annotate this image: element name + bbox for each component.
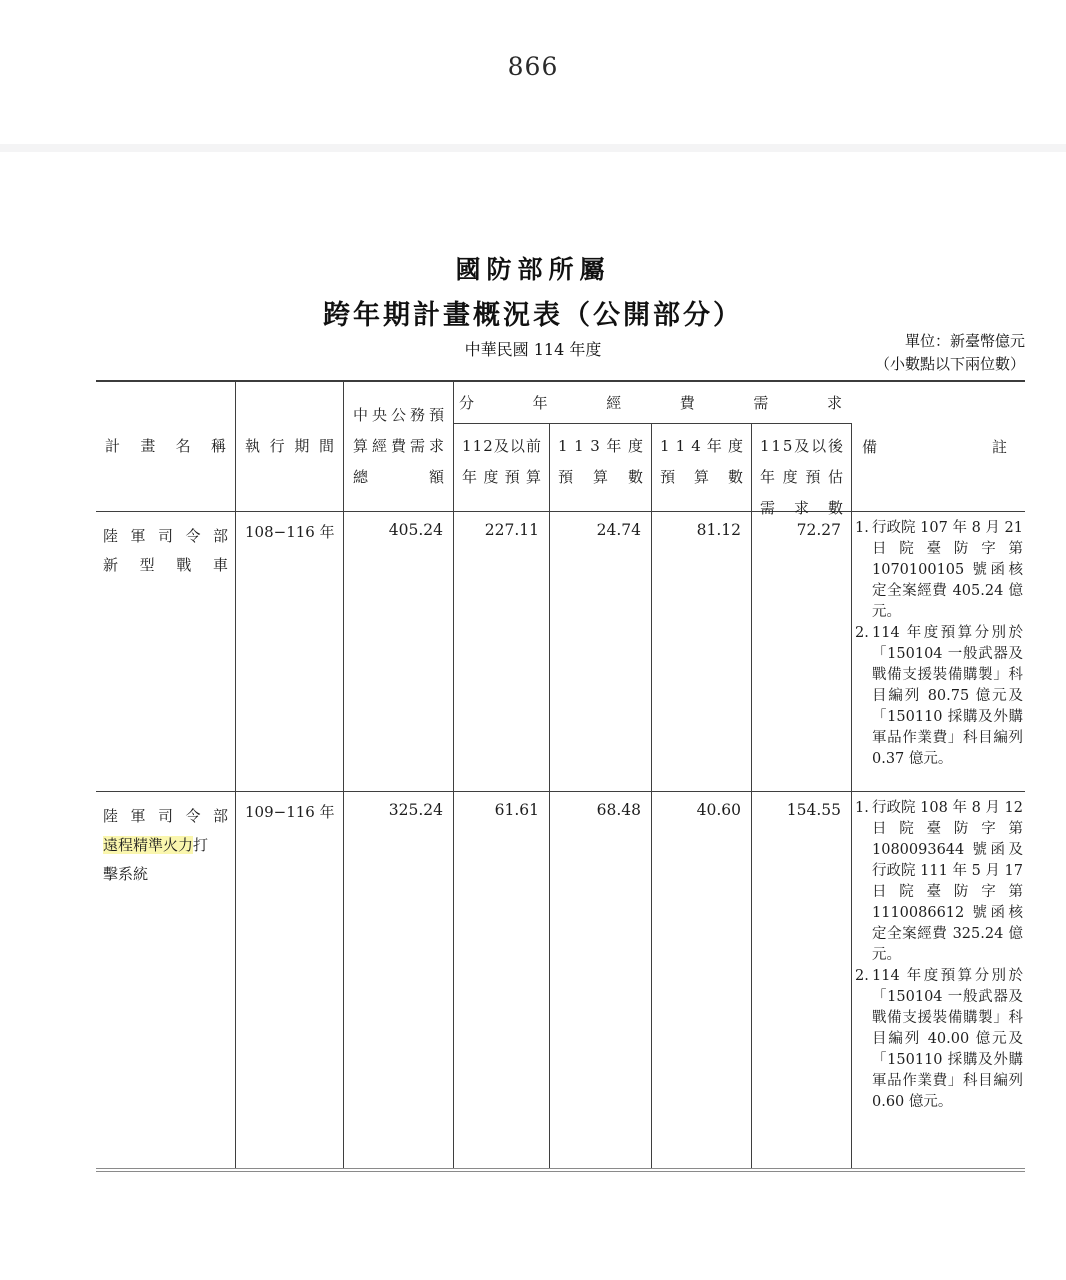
header-annual-funding-label: 分 年 經 費 需 求 — [459, 394, 842, 412]
viewer-separator-band — [0, 144, 1066, 152]
text-line: 總 額 — [353, 468, 444, 486]
header-112-and-before — [454, 424, 550, 512]
remark-item — [855, 966, 1023, 1113]
text-line: 需 求 數 — [760, 499, 843, 517]
text-line: 陸 軍 司 令 部 — [103, 527, 228, 545]
row2-project-name-lines — [103, 802, 228, 889]
text-line: 遠程精準火力打 — [103, 836, 209, 854]
remark-item — [855, 623, 1023, 770]
row1-total: 405.24 — [344, 512, 454, 792]
row2-period: 109−116 年 — [236, 792, 344, 1168]
row1-115-value: 72.27 — [752, 512, 852, 792]
header-execution-period — [236, 382, 344, 512]
title-line-1: 國防部所屬 — [455, 255, 611, 284]
row2-114-value: 40.60 — [652, 792, 752, 1168]
text-line: 年 度 預 估 — [760, 468, 843, 486]
row1-period: 108−116 年 — [236, 512, 344, 792]
row1-112-value: 227.11 — [454, 512, 550, 792]
header-113-budget — [550, 424, 652, 512]
remark-number: 1. — [855, 800, 869, 816]
text-line: 預 算 數 — [558, 468, 643, 486]
unit-note-line-2: （小數點以下兩位數） — [874, 355, 1025, 373]
row1-114-value: 81.12 — [652, 512, 752, 792]
title-line-2: 跨年期計畫概況表（公開部分） — [323, 300, 743, 331]
remark-item — [855, 518, 1023, 623]
header-execution-period-label: 執 行 期 間 — [245, 437, 334, 455]
remark-number: 2. — [855, 968, 869, 984]
unit-note — [795, 330, 1025, 376]
header-115-label — [760, 431, 843, 524]
header-total-budget-label — [353, 400, 444, 493]
header-113-label — [558, 431, 643, 493]
row2-total: 325.24 — [344, 792, 454, 1168]
budget-table — [96, 380, 1025, 1172]
header-115-and-after — [752, 424, 852, 517]
document-title — [0, 250, 1066, 332]
text-line: 算 經 費 需 求 — [353, 437, 444, 455]
row1-project-name-lines — [103, 522, 228, 580]
page-number: 866 — [507, 52, 559, 81]
header-remarks — [852, 382, 1025, 512]
header-114-budget — [652, 424, 752, 512]
text-line: 1 1 2 及 以 前 — [462, 437, 541, 455]
text-line: 1 1 3 年 度 — [558, 437, 643, 455]
remark-number: 2. — [855, 625, 869, 641]
text-line: 1 1 4 年 度 — [660, 437, 743, 455]
header-project-name-label: 計 畫 名 稱 — [105, 437, 226, 455]
row2-project-name — [96, 792, 236, 1168]
row2-112-value: 61.61 — [454, 792, 550, 1168]
text-line: 1 1 5 及 以 後 — [760, 437, 843, 455]
remark-text: 114 年度預算分別於「150104 一般武器及戰備支援裝備購製」科目編列 80.75 億元及「150110 採購及外購軍品作業費」科目編列 0.37 億元。 — [872, 625, 1023, 767]
header-project-name — [96, 382, 236, 512]
remark-text: 行政院 107 年 8 月 21 日院臺防字第 1070100105 號函核定全案經費 405.24 億元。 — [872, 520, 1023, 620]
unit-note-line-1: 單位：新臺幣億元 — [904, 332, 1025, 350]
row2-115-value: 154.55 — [752, 792, 852, 1168]
fiscal-year-subtitle: 中華民國 114 年度 — [464, 340, 602, 359]
header-annual-funding-span — [454, 382, 852, 424]
text-line: 陸 軍 司 令 部 — [103, 807, 228, 825]
row1-113-value: 24.74 — [550, 512, 652, 792]
row1-remarks — [852, 512, 1025, 792]
remark-item — [855, 798, 1023, 966]
remark-number: 1. — [855, 520, 869, 536]
text-line: 新 型 戰 車 — [103, 556, 228, 574]
highlighted-text: 遠程精準火力 — [103, 836, 194, 854]
header-total-budget — [344, 382, 454, 512]
text-line: 擊系統 — [103, 865, 149, 883]
header-remarks-label: 備 註 — [862, 438, 1007, 456]
row1-project-name — [96, 512, 236, 792]
row2-113-value: 68.48 — [550, 792, 652, 1168]
remark-text: 行政院 108 年 8 月 12 日院臺防字第 1080093644 號函及行政院 111 年 5 月 17 日院臺防字第 1110086612 號函核定全案經費 325.24 億元。 — [872, 800, 1023, 963]
text-line: 中 央 公 務 預 — [353, 406, 444, 424]
remark-text: 114 年度預算分別於「150104 一般武器及戰備支援裝備購製」科目編列 40.00 億元及「150110 採購及外購軍品作業費」科目編列 0.60 億元。 — [872, 968, 1023, 1110]
header-114-label — [660, 431, 743, 493]
header-112-label — [462, 431, 541, 493]
text-line: 年 度 預 算 — [462, 468, 541, 486]
row2-remarks — [852, 792, 1025, 1168]
text-line: 預 算 數 — [660, 468, 743, 486]
